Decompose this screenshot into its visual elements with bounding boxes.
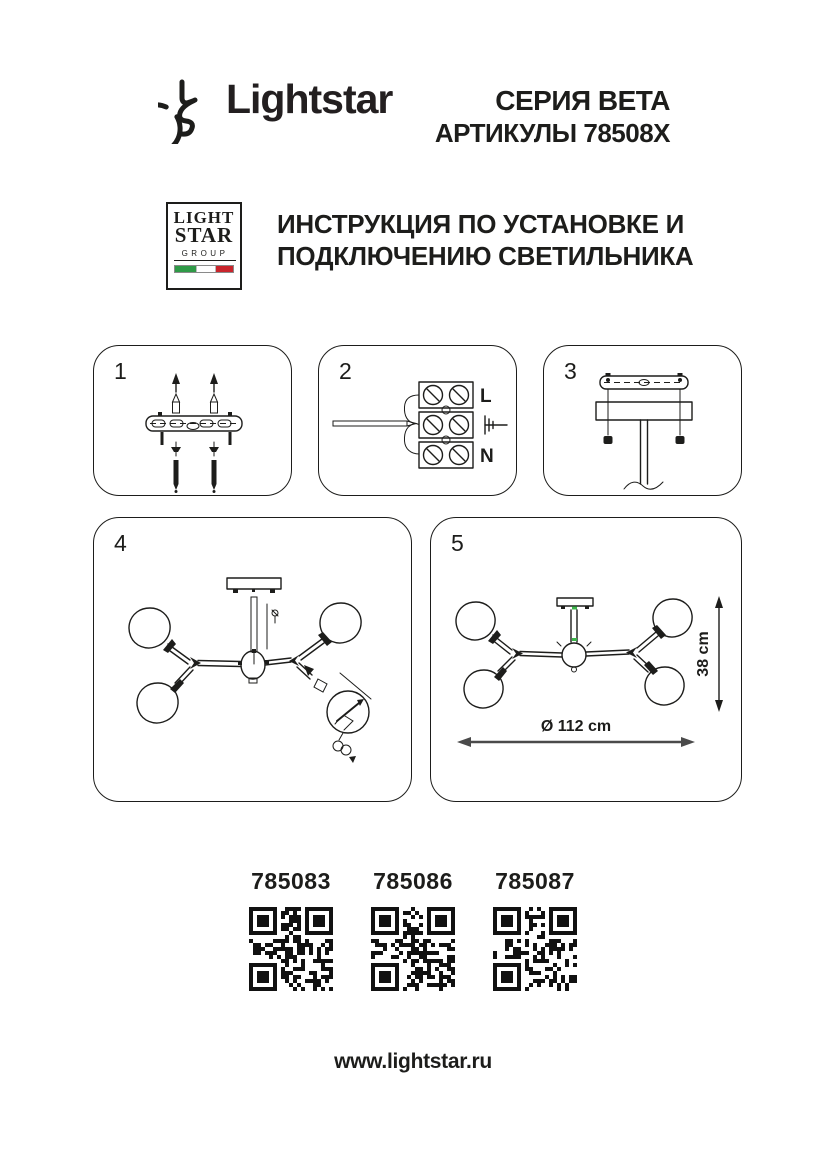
diameter-dimension bbox=[457, 718, 695, 747]
lightstar-group-badge bbox=[166, 202, 242, 290]
qr-code-label: 785083 bbox=[251, 868, 331, 894]
qr-item bbox=[371, 868, 455, 996]
screw-icon bbox=[210, 373, 218, 413]
instruction-heading-line2: ПОДКЛЮЧЕНИЮ СВЕТИЛЬНИКА bbox=[277, 241, 694, 272]
step-panel-4 bbox=[93, 517, 412, 802]
step-number: 1 bbox=[114, 358, 127, 384]
instruction-heading-line1: ИНСТРУКЦИЯ ПО УСТАНОВКЕ И bbox=[277, 209, 684, 239]
lightbulb-icon bbox=[158, 68, 216, 144]
canopy-mounting-diagram bbox=[544, 346, 741, 495]
earth-ground-icon bbox=[485, 416, 507, 434]
badge-line3: GROUP bbox=[174, 249, 236, 261]
step-number: 2 bbox=[339, 358, 352, 384]
qr-code-image bbox=[493, 907, 577, 991]
terminal-block-icon bbox=[419, 412, 473, 438]
qr-item bbox=[249, 868, 333, 996]
italian-flag-stripe bbox=[174, 265, 234, 273]
cap-nut-icon bbox=[676, 436, 685, 444]
series-title: СЕРИЯ BETA bbox=[495, 85, 670, 116]
screw-icon bbox=[272, 610, 278, 623]
badge-line2: STAR bbox=[174, 223, 234, 248]
qr-section bbox=[0, 868, 826, 996]
terminal-block-icon bbox=[419, 442, 473, 468]
height-dimension-label: 38 cm bbox=[695, 631, 712, 677]
socket-icon bbox=[314, 679, 327, 692]
brand-wordmark: Lightstar bbox=[226, 76, 393, 122]
step-number: 3 bbox=[564, 358, 577, 384]
website-url: www.lightstar.ru bbox=[334, 1050, 492, 1073]
brand-logo bbox=[158, 68, 392, 144]
break-squiggle bbox=[624, 482, 663, 489]
screw-icon bbox=[172, 373, 180, 413]
terminal-block-icon bbox=[419, 382, 473, 408]
step-number: 5 bbox=[451, 530, 464, 556]
wiring-diagram bbox=[319, 346, 516, 495]
assembly-diagram bbox=[94, 518, 411, 801]
step-panel-2 bbox=[318, 345, 517, 496]
qr-code-image bbox=[371, 907, 455, 991]
neutral-wire-label: N bbox=[480, 446, 494, 467]
step-number: 4 bbox=[114, 530, 127, 556]
product-titles bbox=[435, 84, 670, 150]
wall-anchor-icon bbox=[209, 442, 219, 493]
rod-joint-accent bbox=[572, 638, 577, 641]
rod-joint-accent bbox=[572, 607, 577, 610]
qr-code-label: 785087 bbox=[495, 868, 575, 894]
qr-code-label: 785086 bbox=[373, 868, 453, 894]
mounting-bracket-diagram bbox=[94, 346, 291, 495]
dimensions-diagram bbox=[431, 518, 741, 801]
height-dimension bbox=[695, 596, 723, 712]
badge-line1: LIGHT bbox=[173, 208, 235, 227]
qr-item bbox=[493, 868, 577, 996]
wall-anchor-icon bbox=[171, 442, 181, 493]
live-wire-label: L bbox=[480, 386, 492, 407]
step-panel-3 bbox=[543, 345, 742, 496]
cap-nut-icon bbox=[604, 436, 613, 444]
step-panel-1 bbox=[93, 345, 292, 496]
diameter-dimension-label: Ø 112 cm bbox=[540, 718, 612, 735]
qr-code-image bbox=[249, 907, 333, 991]
articles-title: АРТИКУЛЫ 78508X bbox=[434, 118, 670, 149]
step-panel-5 bbox=[430, 517, 742, 802]
instruction-heading bbox=[277, 208, 693, 272]
